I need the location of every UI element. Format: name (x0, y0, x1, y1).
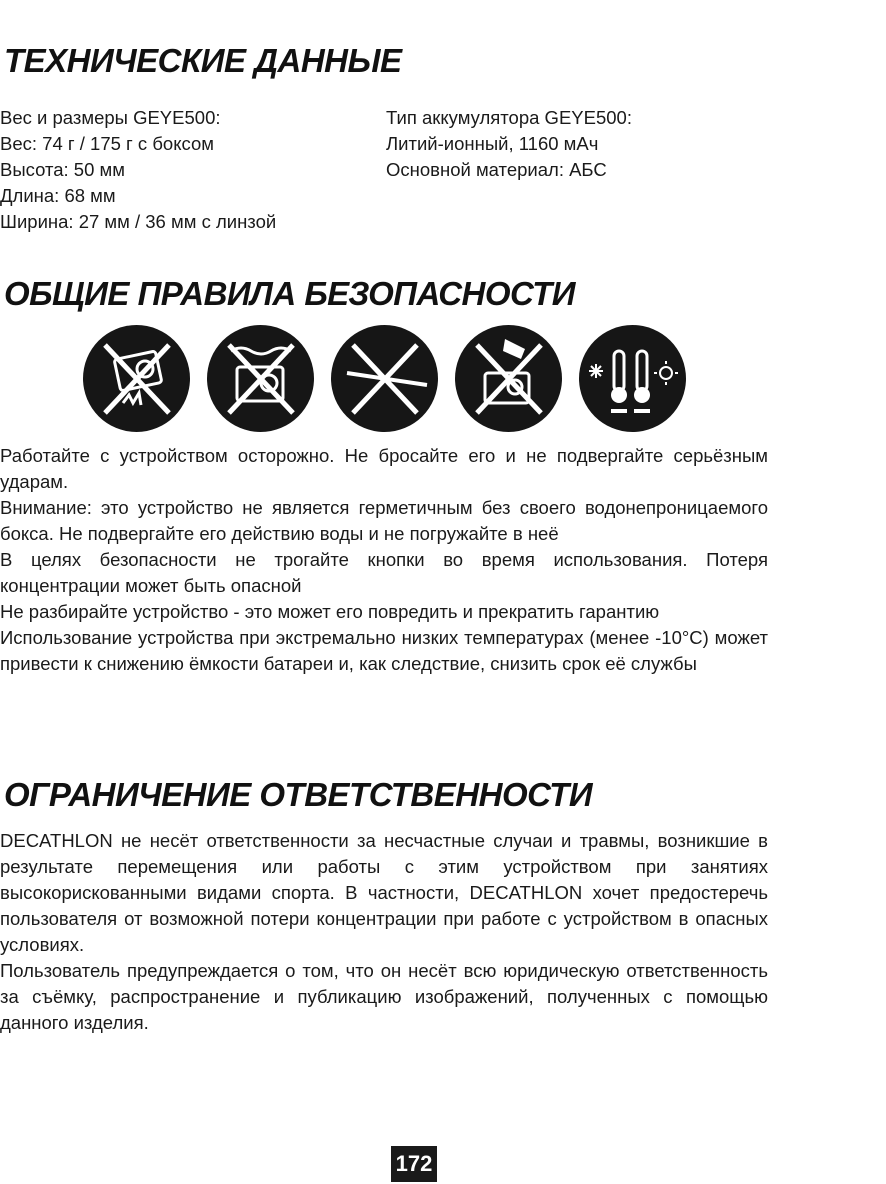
spec-line: Тип аккумулятора GEYE500: (386, 107, 632, 128)
no-disassembly-icon (455, 325, 562, 432)
section-title-safety: ОБЩИЕ ПРАВИЛА БЕЗОПАСНОСТИ (4, 275, 576, 312)
no-water-icon (207, 325, 314, 432)
safety-icons (83, 325, 686, 435)
safety-paragraph: Использование устройства при экстремально низких температурах (менее -10°C) может привести к снижению ёмкости батареи и, как следствие, снизить срок её службы (0, 627, 768, 674)
no-sharp-objects-icon (331, 325, 438, 432)
liability-paragraph: DECATHLON не несёт ответственности за несчастные случаи и травмы, возникшие в результате перемещения или работы с этим устройством при занятиях высокорискованными видами спорта. В частности, DECATHLON хочет предостеречь пользователя от возможной потери концентрации при работе с устройством в опасных условиях. (0, 830, 768, 955)
safety-paragraph: Внимание: это устройство не является герметичным без своего водонепроницаемого бокса. Не подвергайте его действию воды и не погружайте в неё (0, 497, 768, 544)
safety-paragraph: Не разбирайте устройство - это может его повредить и прекратить гарантию (0, 601, 660, 622)
section-title-liability: ОГРАНИЧЕНИЕ ОТВЕТСТВЕННОСТИ (4, 776, 593, 813)
spec-line: Ширина: 27 мм / 36 мм с линзой (0, 211, 277, 232)
section-title-technical-data: ТЕХНИЧЕСКИЕ ДАННЫЕ (4, 42, 402, 79)
spec-line: Литий-ионный, 1160 мАч (386, 133, 599, 154)
liability-text (0, 828, 768, 1036)
safety-paragraph: Работайте с устройством осторожно. Не бросайте его и не подвергайте серьёзным ударам. (0, 445, 768, 492)
spec-line: Вес: 74 г / 175 г с боксом (0, 133, 214, 154)
specs-dimensions (0, 105, 276, 235)
liability-paragraph: Пользователь предупреждается о том, что он несёт всю юридическую ответственность за съёмку, распространение и публикацию изображений, полученных с помощью данного изделия. (0, 960, 768, 1033)
specs-battery (386, 105, 632, 183)
temperature-limits-icon (579, 325, 686, 432)
no-dropping-icon (83, 325, 190, 432)
safety-text (0, 443, 768, 677)
spec-line: Высота: 50 мм (0, 159, 125, 180)
page-number: 172 (391, 1146, 437, 1182)
spec-line: Основной материал: АБС (386, 159, 607, 180)
spec-line: Вес и размеры GEYE500: (0, 107, 221, 128)
spec-line: Длина: 68 мм (0, 185, 116, 206)
safety-paragraph: В целях безопасности не трогайте кнопки во время использования. Потеря концентрации может быть опасной (0, 549, 768, 596)
